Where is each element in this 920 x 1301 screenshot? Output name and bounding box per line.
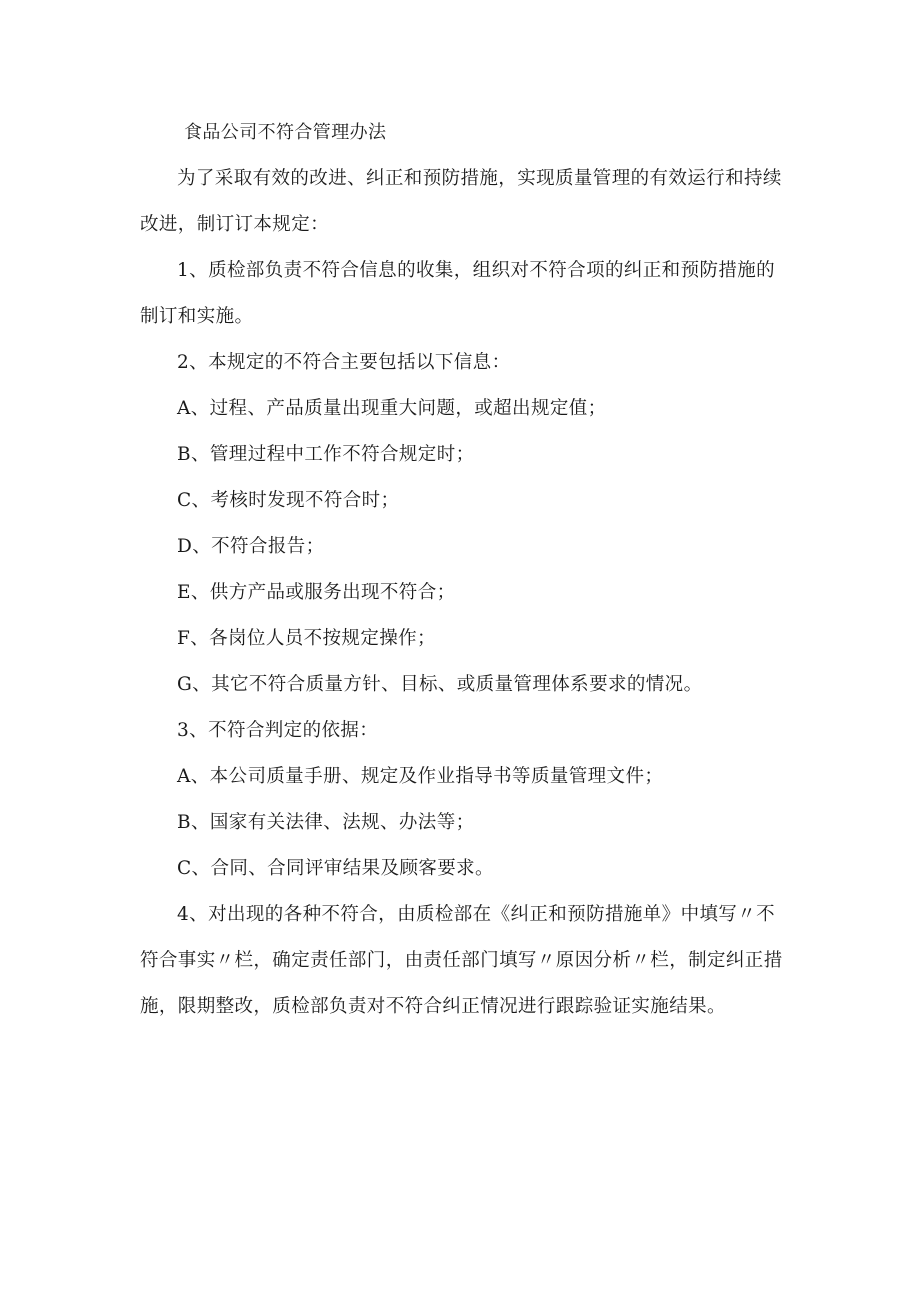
clause-3-item-a: A、本公司质量手册、规定及作业指导书等质量管理文件； — [177, 766, 664, 787]
document-title: 食品公司不符合管理办法 — [184, 122, 387, 143]
clause-2-item-g: G、其它不符合质量方针、目标、或质量管理体系要求的情况。 — [177, 674, 703, 695]
clause-4: 4、对出现的各种不符合，由质检部在《纠正和预防措施单》中填写〃不符合事实〃栏，确定责任部门，由责任部门填写〃原因分析〃栏，制定纠正措施，限期整改，质检部负责对不符合纠正情况进行跟踪验证实施结果。 — [140, 904, 783, 1017]
clause-3-item-b: B、国家有关法律、法规、办法等； — [177, 812, 475, 833]
clause-2-item-a: A、过程、产品质量出现重大问题，或超出规定值； — [177, 398, 607, 419]
document-body — [140, 110, 790, 1030]
intro-paragraph: 为了采取有效的改进、纠正和预防措施，实现质量管理的有效运行和持续改进，制订订本规定： — [140, 168, 782, 235]
clause-2-item-f: F、各岗位人员不按规定操作； — [177, 628, 436, 649]
clause-2-item-c: C、考核时发现不符合时； — [177, 490, 400, 511]
clause-2-item-b: B、管理过程中工作不符合规定时； — [177, 444, 475, 465]
clause-2-item-e: E、供方产品或服务出现不符合； — [177, 582, 456, 603]
clause-3-item-c: C、合同、合同评审结果及顾客要求。 — [177, 858, 494, 879]
clause-2: 2、本规定的不符合主要包括以下信息： — [177, 352, 511, 373]
clause-3: 3、不符合判定的依据： — [177, 720, 379, 741]
clause-2-item-d: D、不符合报告； — [177, 536, 325, 557]
clause-1: 1、质检部负责不符合信息的收集，组织对不符合项的纠正和预防措施的制订和实施。 — [140, 260, 776, 327]
